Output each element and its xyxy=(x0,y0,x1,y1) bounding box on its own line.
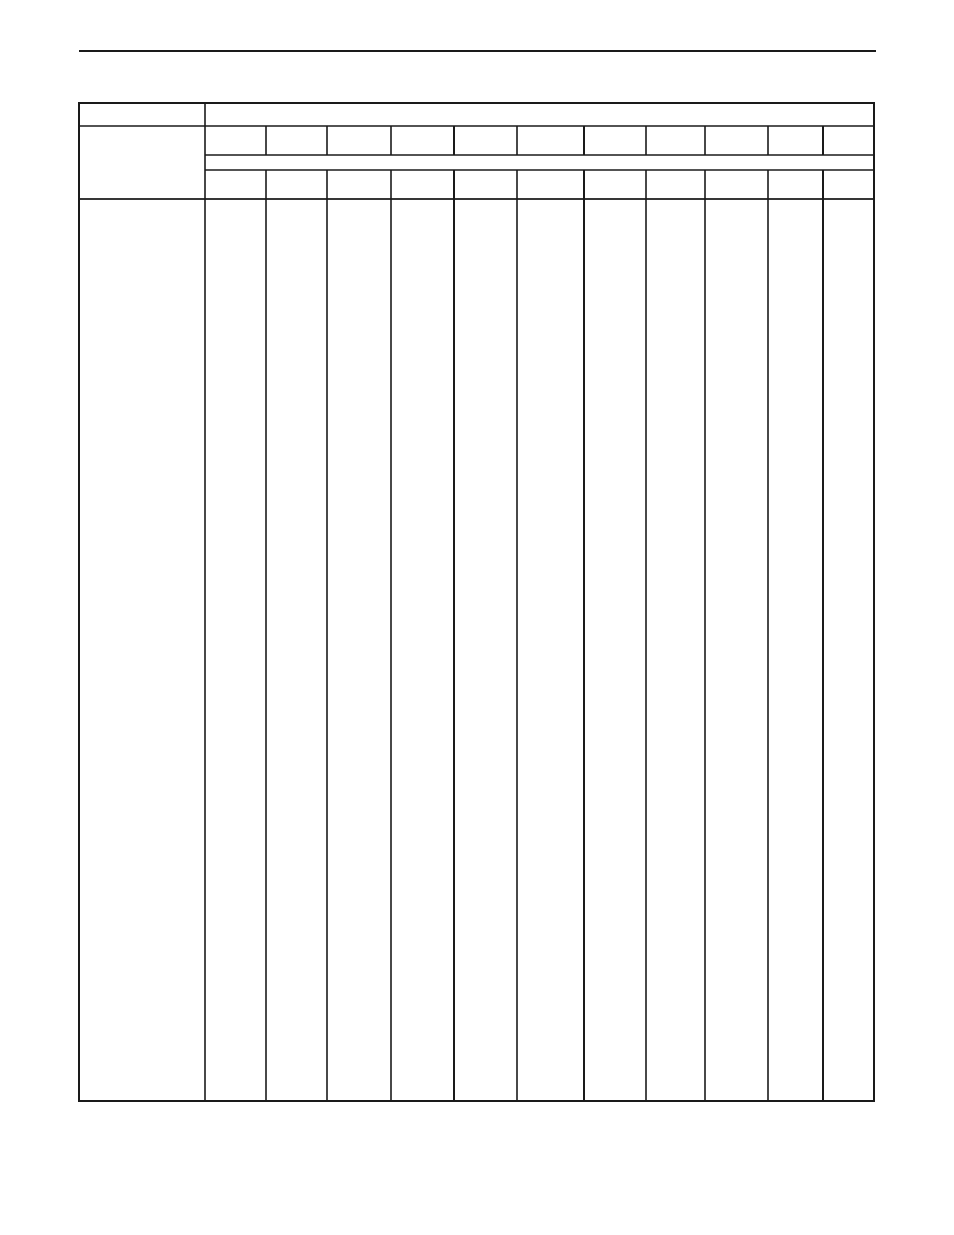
column-dividers xyxy=(266,126,823,1101)
table-frame xyxy=(79,103,874,1101)
